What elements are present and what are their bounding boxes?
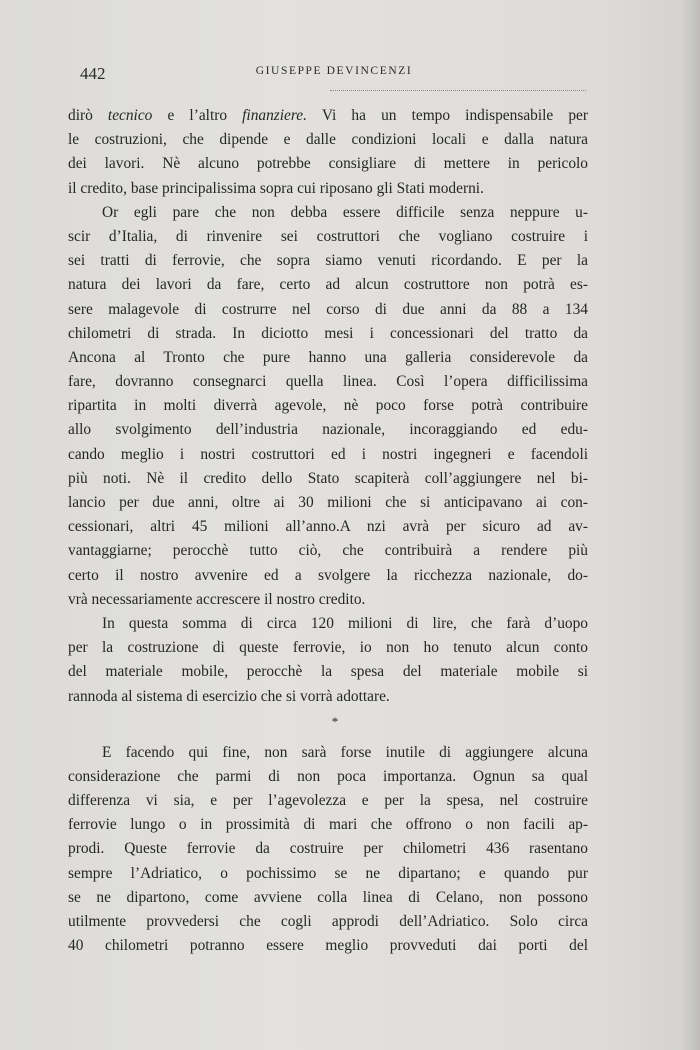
text-line: del materiale mobile, perocchè la spesa del materiale mobile si: [68, 663, 588, 681]
text-line: considerazione che parmi di non poca importanza. Ognun sa qual: [68, 767, 588, 785]
text-line: sei tratti di ferrovie, che sopra siamo venuti ricordando. E per la: [68, 252, 588, 270]
text-line: più noti. Nè il credito dello Stato scapiterà coll’aggiungere nel bi-: [68, 469, 588, 487]
text-line: sere malagevole di costrurre nel corso di due anni da 88 a 134: [68, 300, 588, 318]
section-asterisk: *: [331, 713, 339, 729]
text-line: se ne dipartono, come avviene colla linea di Celano, non possono: [68, 888, 588, 906]
text-line: dei lavori. Nè alcuno potrebbe consigliare di mettere in pericolo: [68, 155, 588, 173]
text-line: rannoda al sistema di esercizio che si vorrà adottare.: [68, 687, 390, 705]
text-line: lancio per due anni, oltre ai 30 milioni che si anticipavano ai con-: [68, 494, 588, 511]
page-header: [80, 62, 588, 86]
text-line: ferrovie lungo o in prossimità di mari che offrono o non facili ap-: [68, 816, 588, 834]
text-line: fare, dovranno consegnarci quella linea. Così l’opera difficilissima: [68, 373, 588, 391]
text-line: utilmente provvedersi che cogli approdi dell’Adriatico. Solo circa: [68, 913, 588, 930]
header-rule: [330, 90, 586, 91]
text-line: differenza vi sia, e per l’agevolezza e per la spesa, nel costruire: [68, 792, 588, 810]
text-line: Ancona al Tronto che pure hanno una galleria considerevole da: [68, 348, 588, 366]
text-line: il credito, base principalissima sopra cui riposano gli Stati moderni.: [68, 179, 484, 197]
text-line: natura dei lavori da fare, certo ad alcun costruttore non potrà es-: [68, 276, 588, 294]
text-line: chilometri di strada. In diciotto mesi i concessionari del tratto da: [68, 324, 588, 342]
text-line: scir d’Italia, di rinvenire sei costruttori che vogliano costruire i: [68, 227, 588, 245]
italic-term: finanziere.: [242, 107, 307, 124]
text-line: allo svolgimento dell’industria nazionale, incoraggiando ed edu-: [68, 421, 588, 439]
text-line: sempre l’Adriatico, o pochissimo se ne dipartano; e quando pur: [68, 864, 588, 882]
text-line: dirò tecnico e l’altro finanziere. Vi ha un tempo indispensabile per: [68, 107, 588, 124]
text-line: prodi. Queste ferrovie da costruire per chilometri 436 rasentano: [68, 840, 588, 858]
text-line: vantaggiarne; perocchè tutto ciò, che contribuirà a rendere più: [68, 542, 588, 560]
text-line: cessionari, altri 45 milioni all’anno.A nzi avrà per sicuro ad av-: [68, 518, 588, 536]
text-line: ripartita in molti diverrà agevole, nè poco forse potrà contribuire: [68, 397, 588, 415]
text-line: per la costruzione di queste ferrovie, io non ho tenuto alcun conto: [68, 639, 588, 657]
text-line: cando meglio i nostri costruttori ed i nostri ingegneri e facendoli: [68, 445, 588, 463]
text-line: 40 chilometri potranno essere meglio provveduti dai porti del: [68, 937, 588, 955]
paragraph-first-line: E facendo qui fine, non sarà forse inutile di aggiungere alcuna: [102, 743, 588, 761]
running-head: GIUSEPPE DEVINCENZI: [255, 65, 413, 77]
page-edge-shadow: [682, 0, 700, 1050]
italic-term: tecnico: [107, 107, 153, 124]
text-line: vrà necessariamente accrescere il nostro credito.: [68, 590, 366, 608]
paragraph-first-line: Or egli pare che non debba essere difficile senza neppure u-: [102, 203, 588, 221]
text-line: certo il nostro avvenire ed a svolgere la ricchezza nazionale, do-: [68, 566, 588, 584]
text-line: le costruzioni, che dipende e dalle condizioni locali e dalla natura: [68, 131, 588, 149]
body-text: [68, 104, 588, 958]
page-number: 442: [80, 64, 106, 83]
paragraph-first-line: In questa somma di circa 120 milioni di lire, che farà d’uopo: [102, 614, 588, 632]
